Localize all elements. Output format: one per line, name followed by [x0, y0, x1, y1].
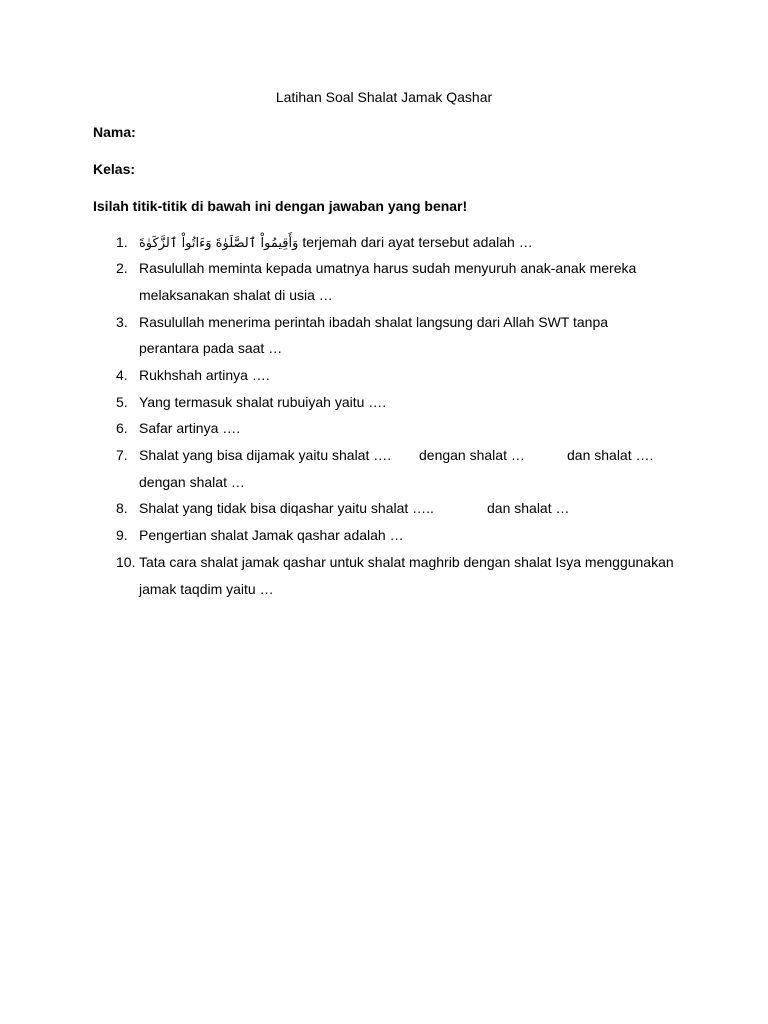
question-number: 6.	[116, 420, 128, 437]
question-list	[116, 229, 736, 603]
question-item-9	[116, 522, 736, 549]
question-line: Pengertian shalat Jamak qashar adalah …	[139, 527, 404, 544]
arabic-verse: وَأَقِيمُواْ ٱلصَّلَوٰةَ وَءَاتُواْ ٱلزَّكَوٰةَ	[139, 235, 299, 251]
question-text	[139, 495, 570, 522]
question-line: dengan shalat …	[139, 473, 245, 490]
question-item-7	[116, 442, 736, 495]
question-line	[139, 442, 653, 469]
blank-segment: dengan shalat …	[419, 447, 525, 464]
question-number: 1.	[116, 233, 128, 250]
question-text	[139, 229, 533, 256]
question-line: Safar artinya ….	[139, 420, 241, 437]
question-text	[139, 362, 270, 389]
question-text	[139, 309, 608, 362]
question-line: Rasulullah meminta kepada umatnya harus sudah menyuruh anak-anak mereka	[139, 260, 637, 277]
question-number: 2.	[116, 260, 128, 277]
question-item-1	[116, 229, 736, 256]
question-item-6	[116, 415, 736, 442]
question-item-3	[116, 309, 736, 362]
question-line: Tata cara shalat jamak qashar untuk shalat maghrib dengan shalat Isya menggunakan	[139, 553, 674, 570]
question-number: 10.	[116, 553, 136, 570]
name-label: Nama:	[93, 124, 136, 140]
question-line: jamak taqdim yaitu …	[139, 580, 274, 597]
question-text	[139, 415, 240, 442]
question-number: 5.	[116, 393, 128, 410]
question-text	[139, 522, 404, 549]
question-text	[139, 442, 653, 495]
question-item-4	[116, 362, 736, 389]
blank-segment: dan shalat …	[487, 500, 570, 517]
question-item-8	[116, 495, 736, 522]
question-line	[139, 495, 570, 522]
question-text	[139, 255, 636, 308]
question-item-5	[116, 389, 736, 416]
class-label: Kelas:	[93, 161, 136, 177]
blank-segment: dan shalat ….	[567, 447, 654, 464]
blank-segment: Shalat yang tidak bisa diqashar yaitu shalat …..	[139, 500, 434, 517]
question-text	[139, 549, 674, 602]
question-text	[139, 389, 386, 416]
question-line: Rasulullah menerima perintah ibadah shalat langsung dari Allah SWT tanpa	[139, 313, 609, 330]
question-number: 9.	[116, 527, 128, 544]
question-number: 7.	[116, 447, 128, 464]
page-title: Latihan Soal Shalat Jamak Qashar	[275, 89, 493, 105]
question-line	[139, 229, 533, 256]
question-line: Yang termasuk shalat rubuiyah yaitu ….	[139, 393, 387, 410]
question-number: 4.	[116, 366, 128, 383]
blank-segment: Shalat yang bisa dijamak yaitu shalat ….	[139, 447, 392, 464]
question-item-2	[116, 255, 736, 308]
question-line: Rukhshah artinya ….	[139, 366, 270, 383]
question-item-10	[116, 549, 736, 602]
question-number: 8.	[116, 500, 128, 517]
instruction-text: Isilah titik-titik di bawah ini dengan jawaban yang benar!	[93, 198, 468, 214]
question-line-text: terjemah dari ayat tersebut adalah …	[302, 233, 533, 250]
question-line: melaksanakan shalat di usia …	[139, 286, 333, 303]
question-line: perantara pada saat …	[139, 340, 283, 357]
question-number: 3.	[116, 313, 128, 330]
